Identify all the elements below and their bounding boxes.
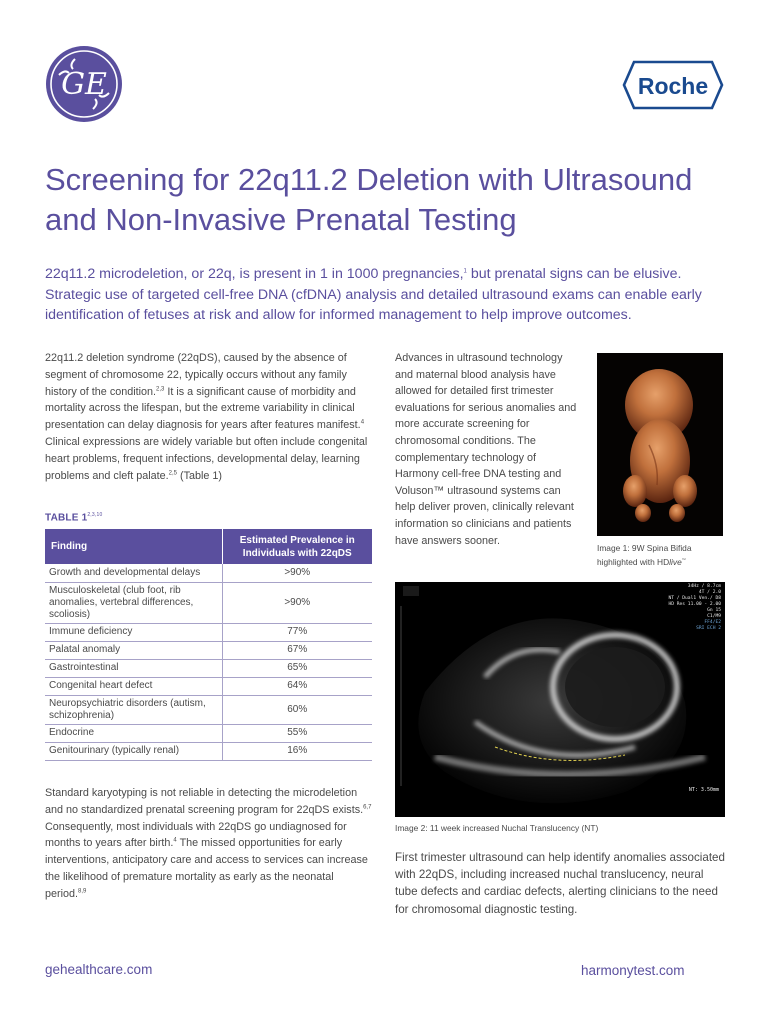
table-cell-finding: Growth and developmental delays <box>45 564 222 582</box>
ge-logo <box>45 45 123 123</box>
intro-paragraph: 22q11.2 microdeletion, or 22q, is present in 1 in 1000 pregnancies,$^1$ but prenatal signs can be elusive. Strategic use of targeted cell-free DNA (cfDNA) analysis and detailed ultrasound exams can enable early identification of fetuses at risk and allow for informed management to help improve outcomes. <box>45 266 702 323</box>
table-row <box>45 695 372 724</box>
prevalence-table <box>45 529 372 761</box>
table-cell-value: >90% <box>222 582 372 623</box>
ultrasound-readout: 34Hz / 8.7cm 4T / 2.0 NT / Dual1 Ven./ D8 HD Res 11.00 - 2.00 Gn 15 C1/M9 FF4/E2 SRI ECH 2 <box>668 584 721 631</box>
table-cell-finding: Gastrointestinal <box>45 659 222 677</box>
image-1-caption: Image 1: 9W Spina Bifida highlighted with HDlive™ <box>597 543 692 567</box>
table-row <box>45 564 372 582</box>
table-header-prevalence: Estimated Prevalence in Individuals with 22qDS <box>222 529 372 564</box>
table-cell-finding: Genitourinary (typically renal) <box>45 742 222 760</box>
table-cell-value: 65% <box>222 659 372 677</box>
fetus-3d-render <box>597 353 723 536</box>
table-row <box>45 659 372 677</box>
fetus-3d-image <box>597 353 723 536</box>
gehealthcare-link[interactable]: gehealthcare.com <box>45 962 153 977</box>
image-2-caption: Image 2: 11 week increased Nuchal Translucency (NT) <box>395 823 599 833</box>
body-paragraph-advances: Advances in ultrasound technology and maternal blood analysis have allowed for detailed first trimester evaluations for serious anomalies and more accurate screening for chromosomal conditions. The complementary technology of Harmony cell-free DNA testing and Voluson™ ultrasound systems can help deliver proven, clinically relevant information so clinicians and patients have answers sooner. <box>395 352 577 547</box>
table-cell-value: 55% <box>222 724 372 742</box>
nt-measurement: NT: 3.50mm <box>688 787 719 793</box>
table-header-finding: Finding <box>45 529 222 564</box>
table-cell-value: 67% <box>222 641 372 659</box>
svg-text:Roche: Roche <box>637 73 709 99</box>
body-paragraph-karyotyping: Standard karyotyping is not reliable in detecting the microdeletion and no standardized prenatal screening program for 22qDS exists.$^{6,7}$ Consequently, most individuals with 22qDS go undiagnosed for months to years after birth.$^4$ The missed opportunities for early interventions, anticipatory care and access to services can increase the likelihood of premature mortality as early as the neonatal period.$^{8,9}$ <box>45 787 372 900</box>
ultrasound-nt-image <box>395 582 725 817</box>
table-cell-value: >90% <box>222 564 372 582</box>
table-cell-finding: Congenital heart defect <box>45 677 222 695</box>
svg-text:GE: GE <box>61 67 107 102</box>
table-cell-finding: Musculoskeletal (club foot, rib anomalies, vertebral differences, scoliosis) <box>45 582 222 623</box>
table-cell-finding: Palatal anomaly <box>45 641 222 659</box>
table-cell-value: 77% <box>222 623 372 641</box>
harmonytest-link[interactable]: harmonytest.com <box>581 963 685 978</box>
table-label: TABLE 1$^{2,3,10}$ <box>45 512 103 524</box>
table-cell-finding: Endocrine <box>45 724 222 742</box>
table-cell-finding: Neuropsychiatric disorders (autism, schizophrenia) <box>45 695 222 724</box>
table-row <box>45 641 372 659</box>
page-title: Screening for 22q11.2 Deletion with Ultrasound and Non-Invasive Prenatal Testing <box>45 162 693 237</box>
roche-logo <box>622 60 724 110</box>
table-row <box>45 724 372 742</box>
body-paragraph-22qds: 22q11.2 deletion syndrome (22qDS), caused by the absence of segment of chromosome 22, typically occurs without any family history of the condition.$^{2,3}$ It is a significant cause of morbidity and mortality across the lifespan, but the extreme variability in clinical presentation can delay diagnosis for years after features manifest.$^4$ Clinical expressions are widely variable but often include congenital heart problems, frequent infections, developmental delay, learning problems and cleft palate.$^{2,5}$ (Table 1) <box>45 352 368 482</box>
table-row <box>45 582 372 623</box>
body-paragraph-first-trimester: First trimester ultrasound can help identify anomalies associated with 22qDS, including increased nuchal translucency, neural tube defects and cardiac defects, alerting clinicians to the need for chromosomal diagnostic testing. <box>395 851 725 916</box>
table-cell-value: 16% <box>222 742 372 760</box>
table-cell-value: 64% <box>222 677 372 695</box>
table-row <box>45 742 372 760</box>
table-cell-value: 60% <box>222 695 372 724</box>
table-cell-finding: Immune deficiency <box>45 623 222 641</box>
table-row <box>45 623 372 641</box>
table-row <box>45 677 372 695</box>
